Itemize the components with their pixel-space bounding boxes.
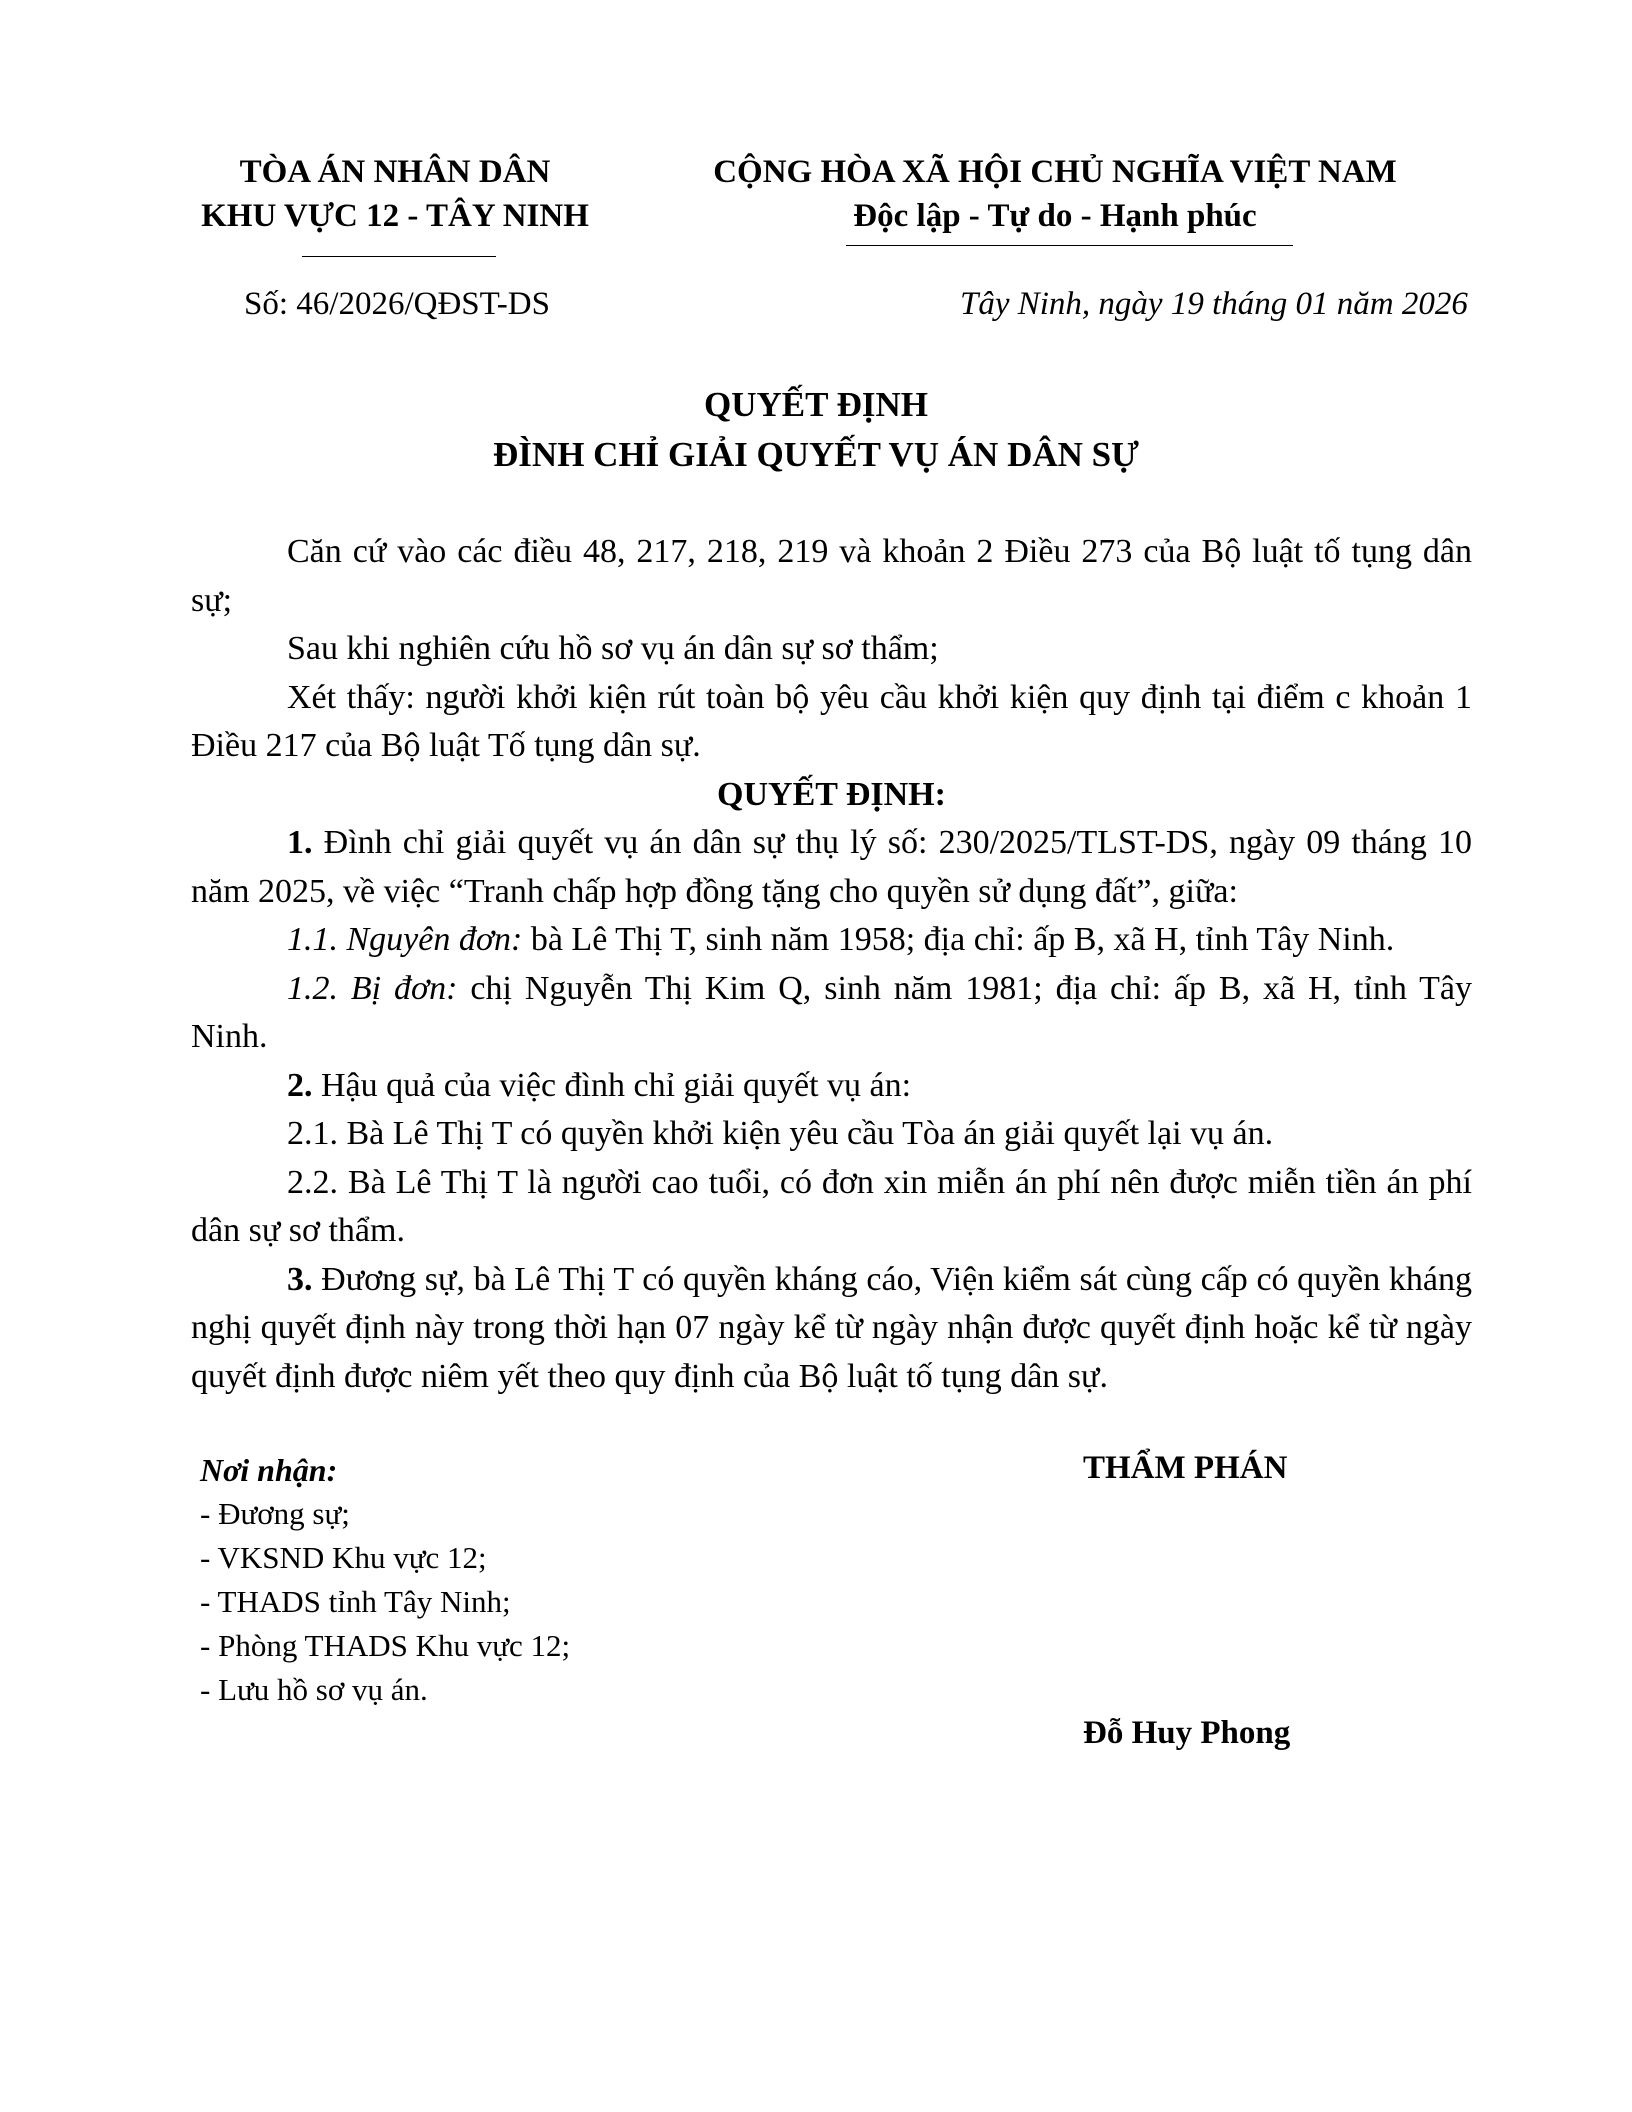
decision-item-2-1: 2.1. Bà Lê Thị T có quyền khởi kiện yêu cầu Tòa án giải quyết lại vụ án. (287, 1115, 1274, 1152)
decision-heading: QUYẾT ĐỊNH: (717, 775, 946, 813)
recipient-item: - VKSND Khu vực 12; (200, 1540, 487, 1575)
recipient-item: - THADS tỉnh Tây Ninh; (200, 1584, 511, 1619)
recipient-item: - Phòng THADS Khu vực 12; (200, 1628, 571, 1663)
right-header-underline (846, 245, 1293, 246)
decision-item-2: 2. Hậu quả của việc đình chỉ giải quyết vụ án: (287, 1066, 912, 1104)
preamble-review: Sau khi nghiên cứu hồ sơ vụ án dân sự sơ thẩm; (287, 630, 939, 667)
signer-title: THẨM PHÁN (1083, 1450, 1288, 1486)
preamble-legal-basis: Căn cứ vào các điều 48, 217, 218, 219 và khoản 2 Điều 273 của Bộ luật tố tụng dân sự; (191, 533, 1472, 619)
left-header-underline (302, 256, 496, 257)
document-subtitle: ĐÌNH CHỈ GIẢI QUYẾT VỤ ÁN DÂN SỰ (493, 435, 1139, 474)
recipient-item: - Đương sự; (200, 1496, 350, 1531)
document-title: QUYẾT ĐỊNH (704, 385, 928, 424)
court-name-line2: KHU VỰC 12 - TÂY NINH (201, 198, 589, 234)
signer-name: Đỗ Huy Phong (1083, 1715, 1291, 1751)
document-number: Số: 46/2026/QĐST-DS (244, 286, 550, 322)
decision-item-2-2: 2.2. Bà Lê Thị T là người cao tuổi, có đơn xin miễn án phí nên được miễn tiền án phí dân sự sơ thẩm. (191, 1163, 1472, 1249)
place-and-date: Tây Ninh, ngày 19 tháng 01 năm 2026 (960, 286, 1468, 322)
national-title: CỘNG HÒA XÃ HỘI CHỦ NGHĨA VIỆT NAM (713, 154, 1397, 190)
preamble-consideration: Xét thấy: người khởi kiện rút toàn bộ yêu cầu khởi kiện quy định tại điểm c khoản 1 Điều 217 của Bộ luật Tố tụng dân sự. (191, 678, 1472, 764)
court-name-line1: TÒA ÁN NHÂN DÂN (239, 154, 551, 190)
decision-item-1: 1. Đình chỉ giải quyết vụ án dân sự thụ lý số: 230/2025/TLST-DS, ngày 09 tháng 10 năm 2025, về việc “Tranh chấp hợp đồng tặng cho quyền sử dụng đất”, giữa: (191, 824, 1473, 910)
recipients-heading: Nơi nhận: (200, 1452, 338, 1488)
recipients-block (200, 1448, 800, 1712)
decision-item-1-2: 1.2. Bị đơn: chị Nguyễn Thị Kim Q, sinh năm 1981; địa chỉ: ấp B, xã H, tỉnh Tây Ninh. (191, 969, 1473, 1055)
document-body (191, 528, 1472, 1401)
recipient-item: - Lưu hồ sơ vụ án. (200, 1672, 428, 1707)
national-motto: Độc lập - Tự do - Hạnh phúc (853, 198, 1257, 234)
decision-item-1-1: 1.1. Nguyên đơn: bà Lê Thị T, sinh năm 1958; địa chỉ: ấp B, xã H, tỉnh Tây Ninh. (287, 921, 1395, 958)
decision-item-3: 3. Đương sự, bà Lê Thị T có quyền kháng cáo, Viện kiểm sát cùng cấp có quyền kháng nghị quyết định này trong thời hạn 07 ngày kể từ ngày nhận được quyết định hoặc kể từ ngày quyết định được niêm yết theo quy định của Bộ luật tố tụng dân sự. (191, 1260, 1473, 1395)
